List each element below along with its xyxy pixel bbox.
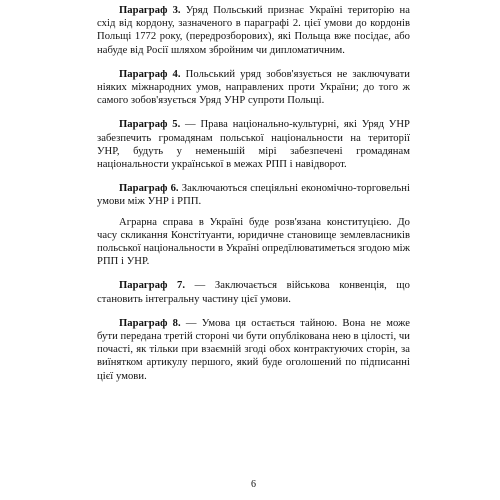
document-page xyxy=(97,4,410,492)
paragraph-3-text: Уряд Польський признає Україні територію на схід від кордону, зазначеного в параграфі 2. цієї умови до кордонів Польщі 1772 року, (передрозборових), які Польща вже посідає, або набуде від Росії шляхом збройним чи дипломатичним. xyxy=(97,5,410,56)
paragraph-7 xyxy=(97,279,410,305)
page-number: 6 xyxy=(251,479,256,490)
paragraph-6 xyxy=(97,182,410,208)
paragraph-3 xyxy=(97,4,410,57)
paragraph-5-text: — Права національно-культурні, які Уряд УНР забезпечить громадянам польської національности на території УНР, будуть у неменьшій мірі забезпечені громадянам національности української в межах РПП і навідворот. xyxy=(97,119,410,171)
paragraph-4-text: Польський уряд зобов'язується не заключувати ніяких міжнародних умов, направлених проти України; до того ж самого зобов'язується Уряд УНР супроти Польщі. xyxy=(97,68,410,107)
paragraph-5-heading: Параграф 5. xyxy=(119,119,181,131)
paragraph-5 xyxy=(97,118,410,171)
paragraph-6-text: Заключаються спеціяльні економічно-торговельні умови між УНР і РПП. xyxy=(97,183,410,208)
paragraph-4-heading: Параграф 4. xyxy=(119,68,181,80)
paragraph-8-text: — Умова ця остається тайною. Вона не може бути передана третій стороні чи бути опублікована нею в цілості, чи почасті, як тільки при взаємній згоді обох контрактуючих сторін, за виїнятком артикулу першого, який буде оголошений по підписанні цієї умови. xyxy=(97,317,411,382)
paragraph-7-heading: Параграф 7. xyxy=(119,280,186,292)
paragraph-agrarian-text: Аграрна справа в Україні буде розв'язана конституцією. До часу скликання Констітуанти, юридичне становище землевласників польської національности в Україні опредїлюватиметься згодою між РПП і УНР. xyxy=(97,216,410,268)
paragraph-agrarian xyxy=(97,216,410,269)
paragraph-3-heading: Параграф 3. xyxy=(119,5,181,16)
paragraph-8-heading: Параграф 8. xyxy=(119,317,181,329)
paragraph-8 xyxy=(97,317,410,383)
paragraph-6-heading: Параграф 6. xyxy=(119,183,179,195)
paragraph-7-text: — Заключається військова конвенція, що становить інтегральну частину цієї умови. xyxy=(97,280,410,305)
paragraph-4 xyxy=(97,68,410,108)
